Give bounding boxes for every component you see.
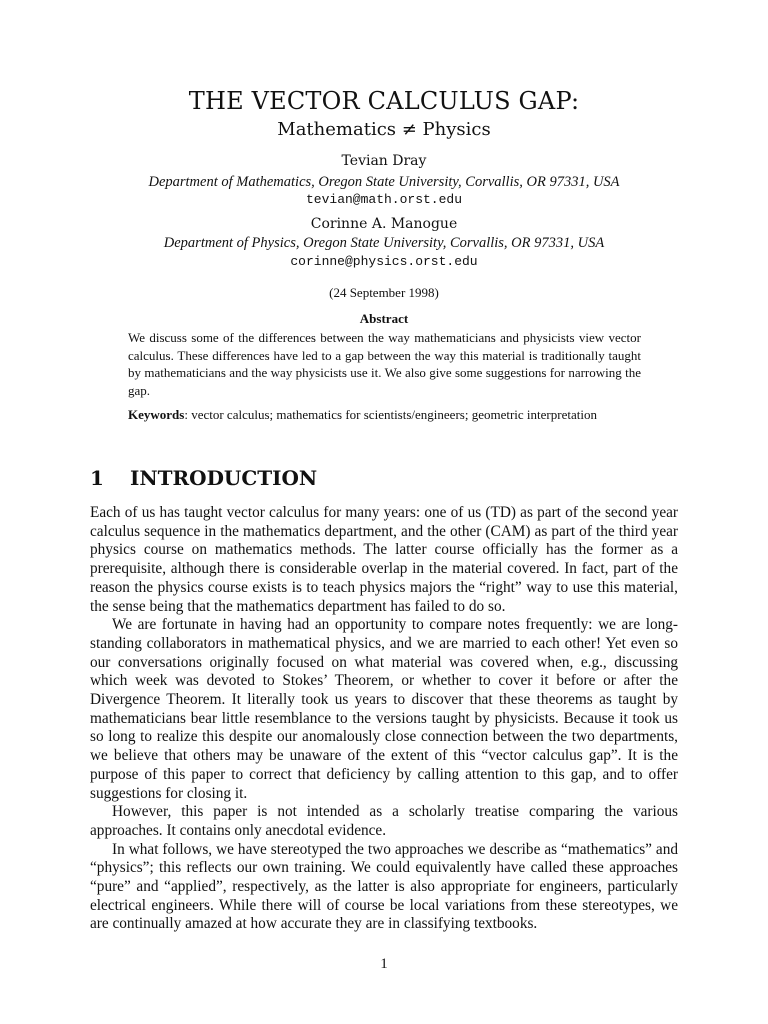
- body-paragraph: Each of us has taught vector calculus for many years: one of us (TD) as part of the second year calculus sequence in the mathematics department, and the other (CAM) as part of the third year physics course on mathematics methods. The latter course officially has the former as a prerequisite, although there is considerable overlap in the material covered. In fact, part of the reason the physics course exists is to teach physics majors the “right” way to use this material, the sense being that the mathematics department has failed to do so.: [90, 504, 678, 615]
- paper-date: (24 September 1998): [329, 285, 439, 300]
- section-title: INTRODUCTION: [130, 466, 318, 490]
- section-body: [90, 504, 678, 934]
- abstract-text: We discuss some of the differences between the way mathematicians and physicists view vector calculus. These differences have led to a gap between the way this material is traditionally taught by mathematicians and the way physicists use it. We also give some suggestions for narrowing the gap.: [128, 330, 641, 398]
- keywords-label: Keywords: [128, 407, 185, 422]
- body-paragraph: We are fortunate in having had an opportunity to compare notes frequently: we are long-standing collaborators in mathematical physics, and we are married to each other! Yet even so our conversations originally focused on what material was covered when, e.g., discussing which week was devoted to Stokes’ Theorem, or whether to cover it before or after the Divergence Theorem. It literally took us years to discover that these theorems as taught by mathematicians bear little resemblance to the versions taught by physicists. Because it took us so long to realize this despite our anomalously close connection between the two departments, we believe that others may be unaware of the extent of this “vector calculus gap”. It is the purpose of this paper to correct that deficiency by calling attention to this gap, and to offer suggestions for closing it.: [90, 616, 678, 802]
- author-email: tevian@math.orst.edu: [305, 192, 463, 207]
- keywords: [128, 406, 641, 424]
- author-affiliation: Department of Physics, Oregon State University, Corvallis, OR 97331, USA: [163, 235, 605, 251]
- author-affiliation: Department of Mathematics, Oregon State University, Corvallis, OR 97331, USA: [148, 174, 620, 190]
- keywords-text: : vector calculus; mathematics for scientists/engineers; geometric interpretation: [184, 407, 597, 422]
- body-paragraph: However, this paper is not intended as a scholarly treatise comparing the various approaches. It contains only anecdotal evidence.: [90, 803, 678, 839]
- page-number: 1: [380, 956, 388, 972]
- body-paragraph: In what follows, we have stereotyped the two approaches we describe as “mathematics” and “physics”; this reflects our own training. We could equivalently have called these approaches “pure” and “applied”, respectively, as the latter is also appropriate for engineers, particularly electrical engineers. While there will of course be local variations from these stereotypes, we are continually amazed at how accurate they are in classifying textbooks.: [90, 840, 678, 933]
- paper-subtitle: Mathematics ≠ Physics: [277, 119, 491, 140]
- author-name: Tevian Dray: [341, 153, 427, 169]
- author-email: corinne@physics.orst.edu: [290, 254, 478, 269]
- paper-title: THE VECTOR CALCULUS GAP:: [188, 87, 580, 115]
- section-number: 1: [90, 466, 104, 490]
- section-heading: [90, 465, 317, 491]
- abstract-heading: Abstract: [359, 311, 409, 326]
- author-name: Corinne A. Manogue: [310, 216, 458, 232]
